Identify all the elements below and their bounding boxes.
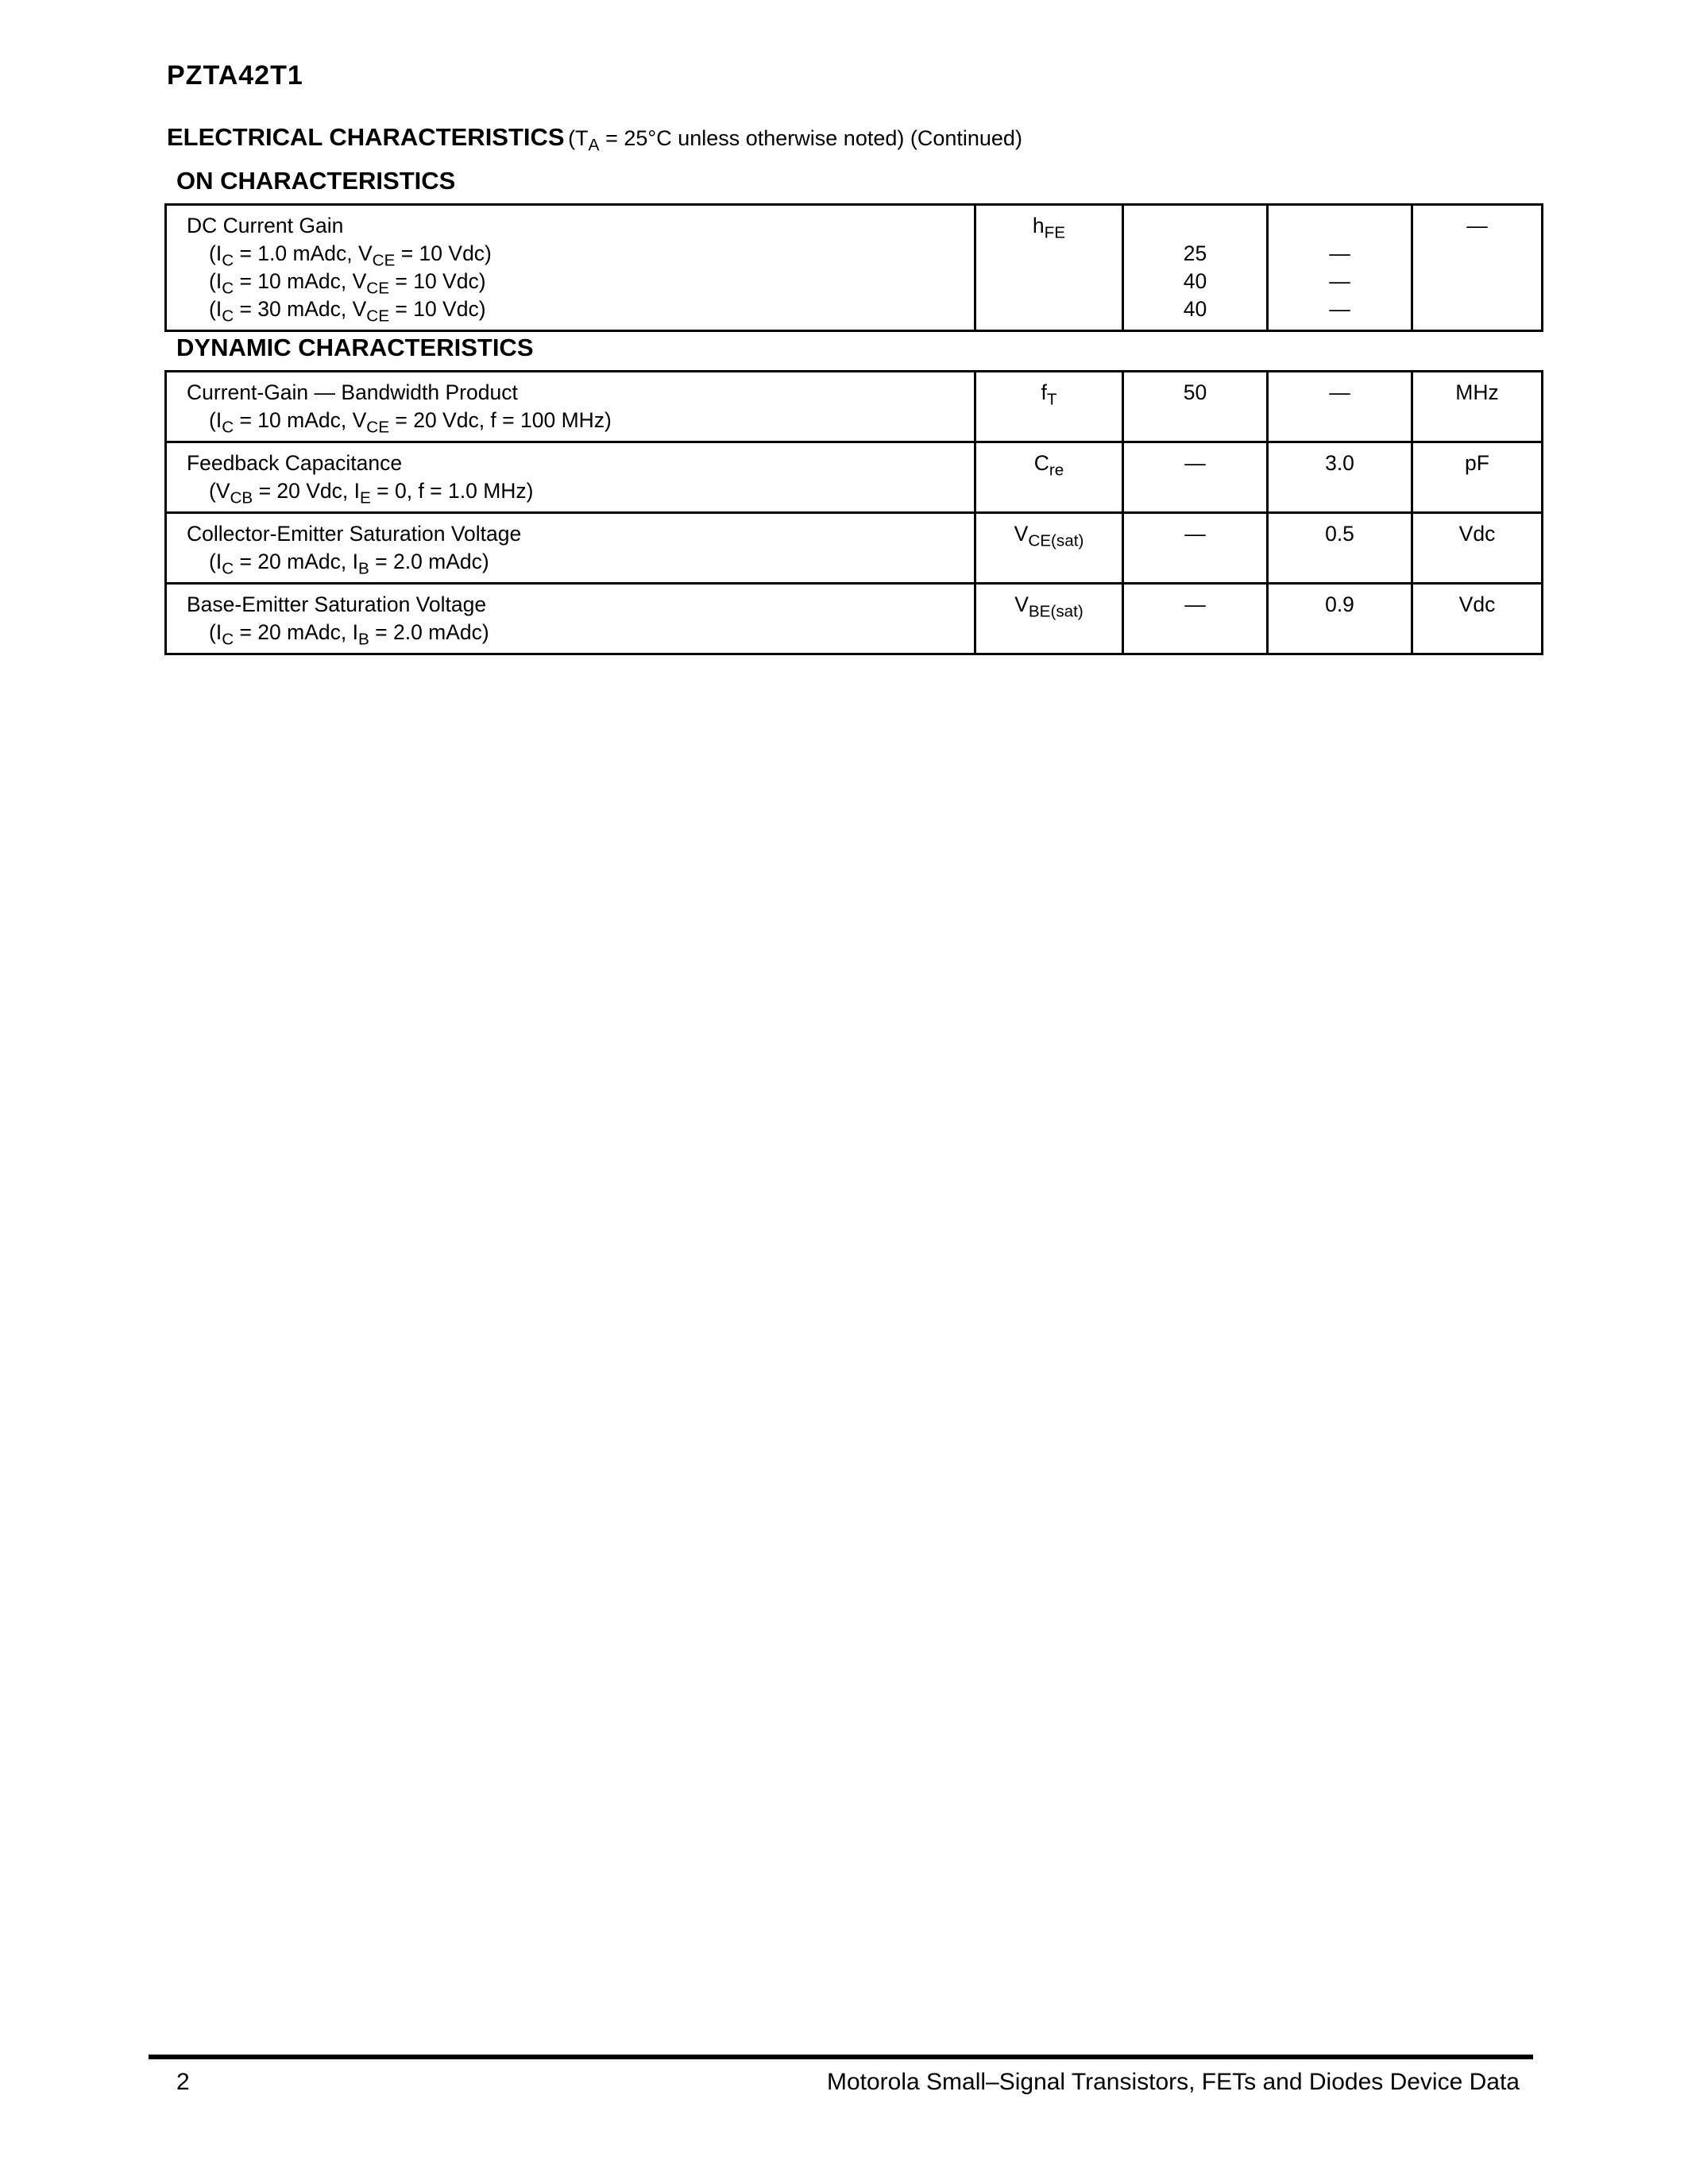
footer-source: Motorola Small–Signal Transistors, FETs and Diodes Device Data <box>826 2069 1520 2095</box>
symbol-cell: $f_T$ <box>975 372 1123 442</box>
table-row <box>166 372 1543 442</box>
part-number: PZTA42T1 <box>167 60 303 91</box>
table-row <box>166 513 1543 584</box>
dynamic-characteristics-table <box>164 370 1543 655</box>
condition-line: ($I_C = 10$ mAdc, $V_{CE} = 10$ Vdc) <box>209 269 486 298</box>
table-row <box>166 205 1543 331</box>
characteristic-cell <box>166 372 975 442</box>
min-cell <box>1123 205 1268 331</box>
min-value: 40 <box>1183 297 1207 321</box>
characteristic-cell <box>166 205 975 331</box>
table-row <box>166 584 1543 654</box>
ec-cond-post: = 25°C unless otherwise noted) (Continued) <box>599 126 1022 150</box>
min-cell: — <box>1123 442 1268 513</box>
ec-title: ELECTRICAL CHARACTERISTICS <box>167 123 565 151</box>
symbol-cell: $V_{CE(sat)}$ <box>975 513 1123 584</box>
characteristic-name: Base-Emitter Saturation Voltage <box>187 592 487 616</box>
electrical-characteristics-heading <box>167 123 1022 155</box>
min-cell: — <box>1123 513 1268 584</box>
condition-line: ($I_C = 20$ mAdc, $I_B = 2.0$ mAdc) <box>209 620 489 649</box>
ec-cond-sub: A <box>588 136 600 155</box>
on-characteristics-table <box>164 203 1543 332</box>
unit-cell: pF <box>1412 442 1543 513</box>
unit-cell: Vdc <box>1412 584 1543 654</box>
characteristic-name: Feedback Capacitance <box>187 451 403 475</box>
unit-cell: MHz <box>1412 372 1543 442</box>
page-number: 2 <box>176 2069 190 2095</box>
footer-rule <box>149 2055 1533 2059</box>
condition-line: ($I_C = 10$ mAdc, $V_{CE} = 20$ Vdc, f = 100 MHz) <box>209 408 612 437</box>
characteristic-name: Current-Gain — Bandwidth Product <box>187 380 518 404</box>
max-value: — <box>1329 241 1350 265</box>
min-cell: 50 <box>1123 372 1268 442</box>
characteristic-cell <box>166 584 975 654</box>
dynamic-characteristics-title: DYNAMIC CHARACTERISTICS <box>176 334 534 361</box>
characteristic-cell <box>166 513 975 584</box>
condition-line: ($I_C = 1.0$ mAdc, $V_{CE} = 10$ Vdc) <box>209 241 492 270</box>
table-row <box>166 442 1543 513</box>
condition-line: ($I_C = 30$ mAdc, $V_{CE} = 10$ Vdc) <box>209 297 486 326</box>
min-value: 25 <box>1183 241 1207 265</box>
min-cell: — <box>1123 584 1268 654</box>
max-cell: 3.0 <box>1268 442 1412 513</box>
max-cell: — <box>1268 372 1412 442</box>
unit-cell: Vdc <box>1412 513 1543 584</box>
characteristic-name: DC Current Gain <box>187 214 344 237</box>
symbol-cell: $h_{FE}$ <box>975 205 1123 331</box>
max-value: — <box>1329 269 1350 293</box>
ec-conditions <box>568 126 1022 155</box>
symbol-cell: $C_{re}$ <box>975 442 1123 513</box>
ec-cond-pre: (T <box>568 126 589 150</box>
condition-line: ($I_C = 20$ mAdc, $I_B = 2.0$ mAdc) <box>209 550 489 578</box>
characteristic-cell <box>166 442 975 513</box>
max-value: — <box>1329 297 1350 321</box>
characteristic-name: Collector-Emitter Saturation Voltage <box>187 522 522 546</box>
condition-line: ($V_{CB} = 20$ Vdc, $I_E = 0$, f = 1.0 MHz) <box>209 479 534 507</box>
max-cell <box>1268 205 1412 331</box>
on-characteristics-title: ON CHARACTERISTICS <box>176 167 456 195</box>
unit-cell: — <box>1412 205 1543 331</box>
min-value: 40 <box>1183 269 1207 293</box>
max-cell: 0.5 <box>1268 513 1412 584</box>
symbol-cell: $V_{BE(sat)}$ <box>975 584 1123 654</box>
max-cell: 0.9 <box>1268 584 1412 654</box>
